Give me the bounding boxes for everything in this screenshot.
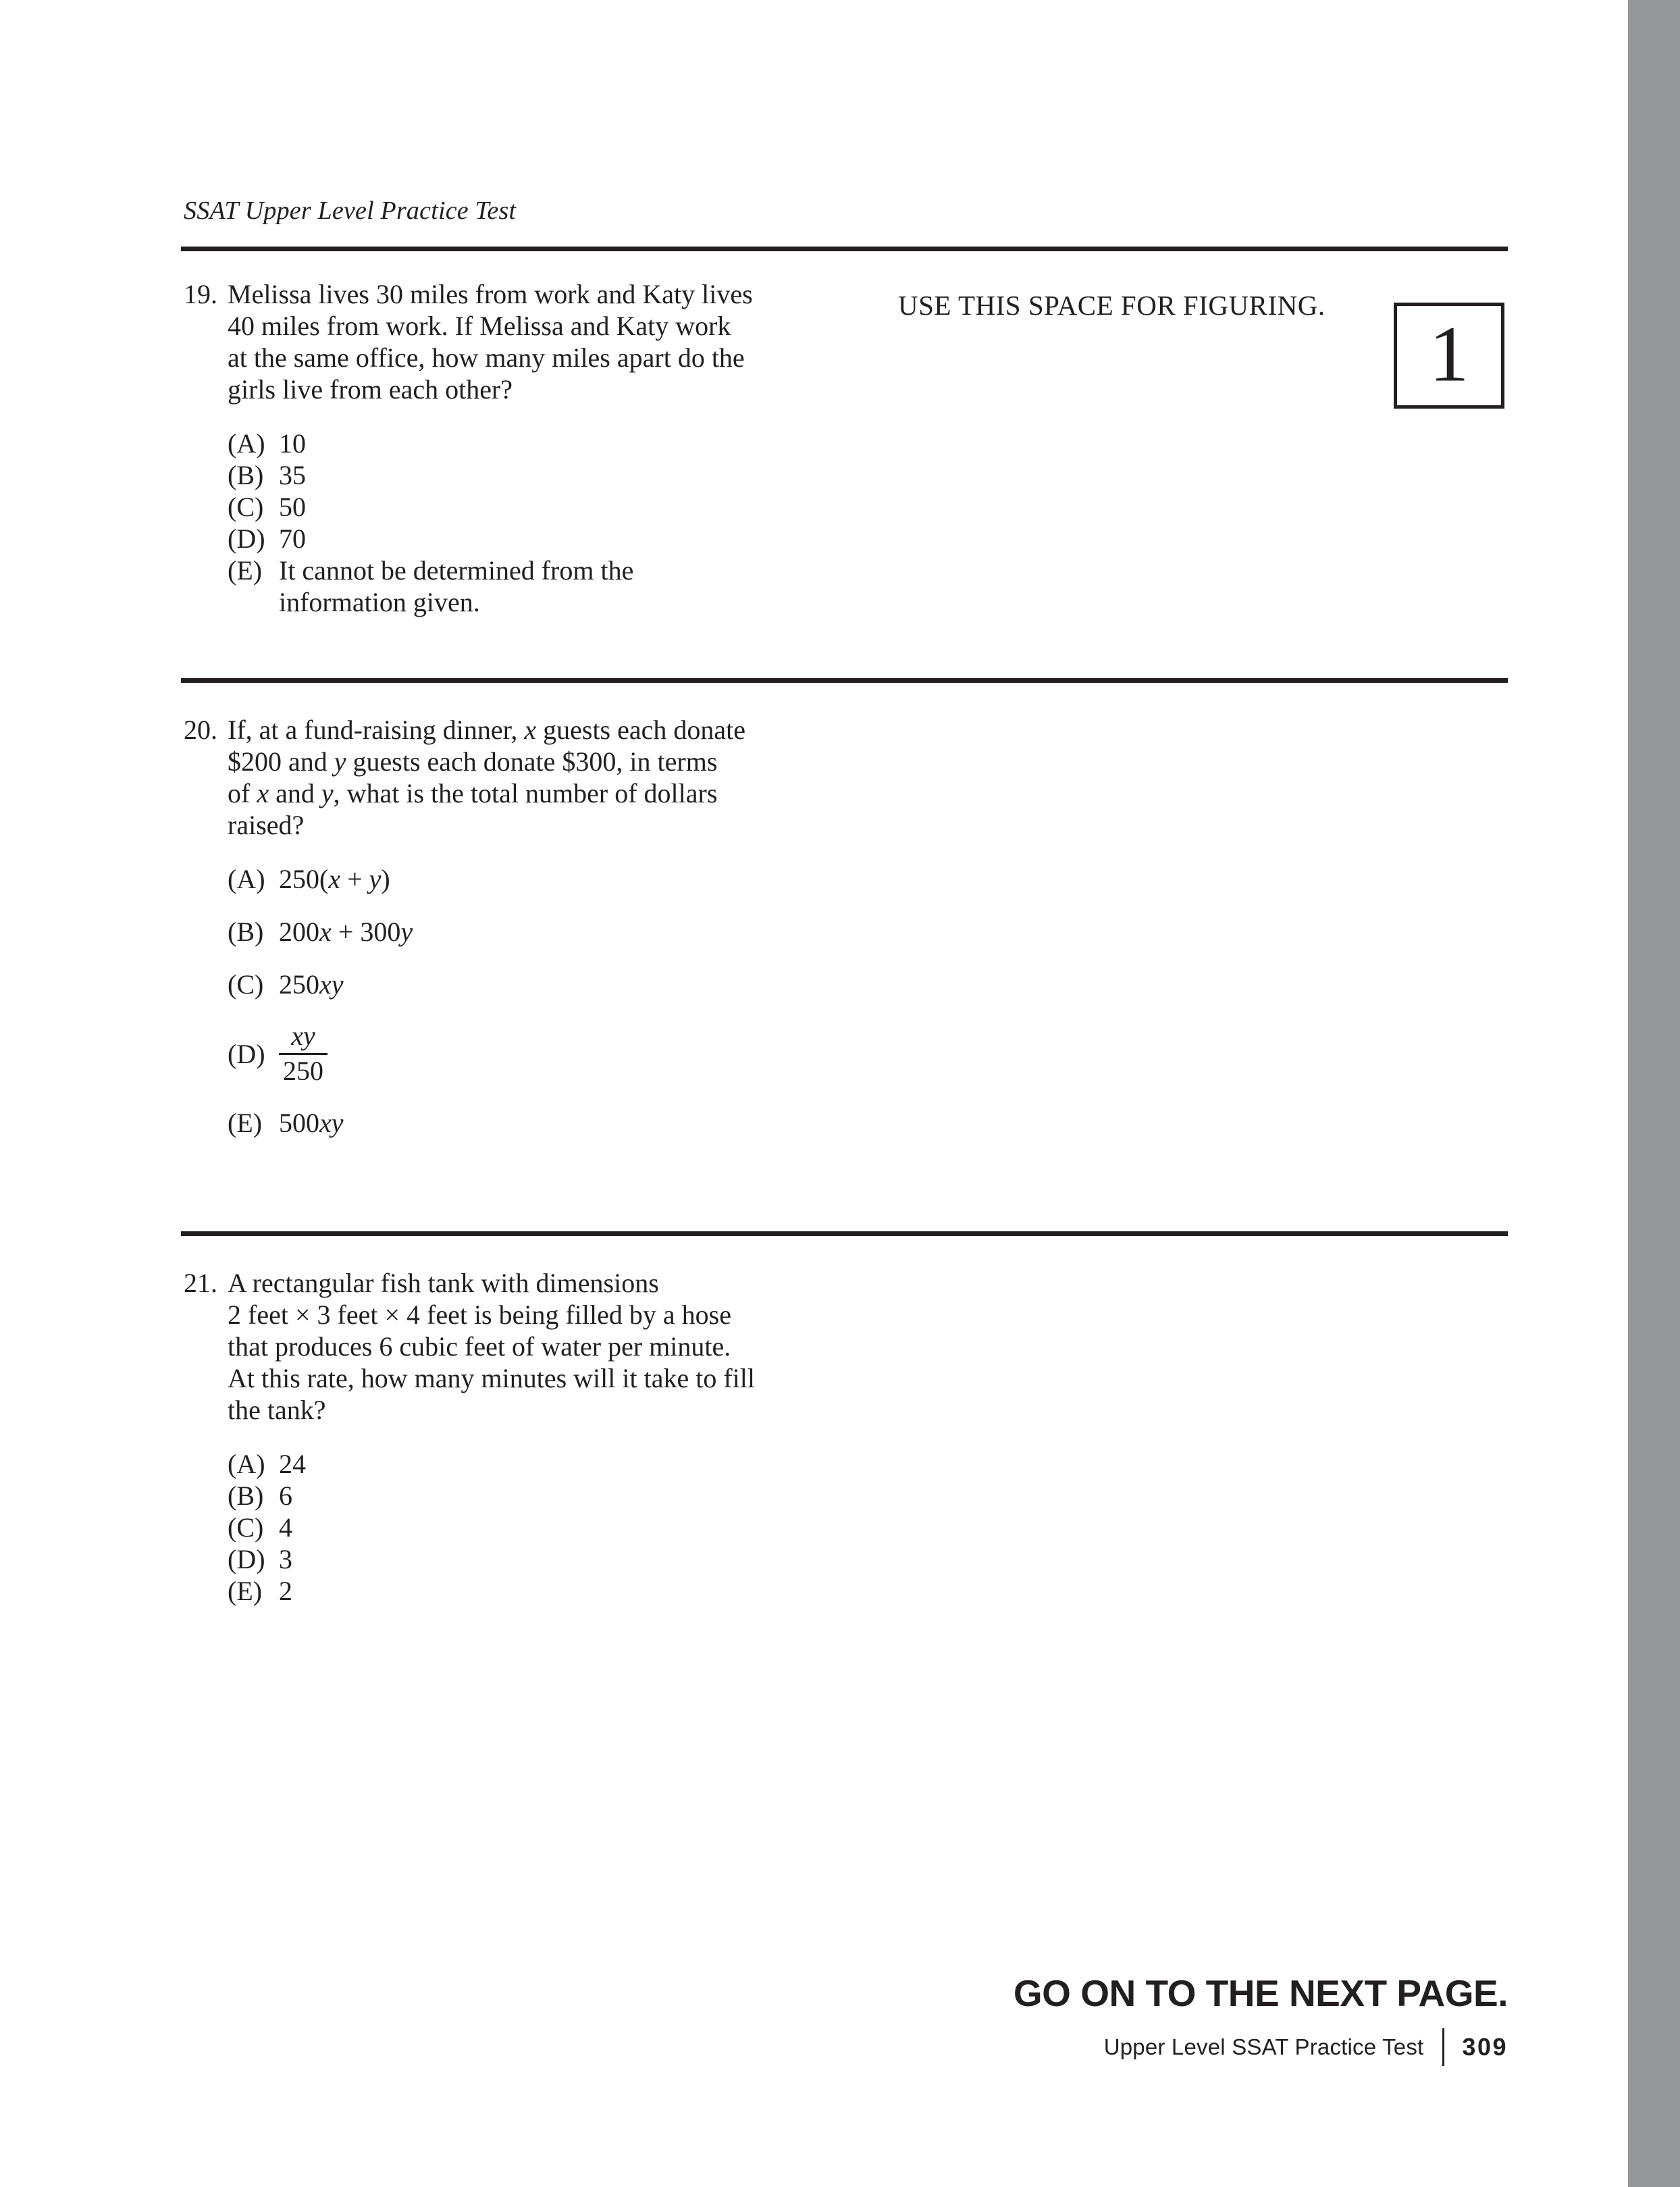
stem-line: At this rate, how many minutes will it take to fill <box>228 1363 755 1393</box>
question-21 <box>184 1267 791 1607</box>
answer-choice[interactable] <box>228 1021 791 1086</box>
answer-choice[interactable] <box>228 491 791 523</box>
fraction-bar <box>279 1053 327 1055</box>
answer-choice[interactable] <box>228 1448 791 1480</box>
section-divider-rule <box>181 678 1508 683</box>
footer-separator <box>1442 2028 1444 2066</box>
choice-value <box>279 1021 791 1086</box>
stem-line: that produces 6 cubic feet of water per minute. <box>228 1331 731 1362</box>
question-number: 21. <box>184 1268 217 1298</box>
answer-choice[interactable] <box>228 555 791 618</box>
question-stem <box>228 1267 791 1426</box>
question-number: 19. <box>184 279 217 309</box>
choice-label: (C) <box>228 969 264 1000</box>
question-stem-row <box>184 714 791 841</box>
answer-choice[interactable] <box>228 916 791 948</box>
stem-line: A rectangular fish tank with dimensions <box>228 1268 659 1298</box>
answer-choice[interactable] <box>228 1512 791 1543</box>
stem-line: raised? <box>228 810 305 840</box>
stem-line: Melissa lives 30 miles from work and Katy lives <box>228 279 753 309</box>
stem-line: the tank? <box>228 1395 326 1425</box>
answer-choice[interactable] <box>228 1480 791 1512</box>
stem-line: $200 and y guests each donate $300, in terms <box>228 746 718 777</box>
answer-choice[interactable] <box>228 523 791 555</box>
stem-line: of x and y, what is the total number of dollars <box>228 778 718 808</box>
choice-value: 200x + 300y <box>279 917 413 947</box>
go-on-notice: GO ON TO THE NEXT PAGE. <box>1013 1972 1508 2014</box>
answer-choice[interactable] <box>228 1543 791 1575</box>
choice-value: 35 <box>279 460 306 490</box>
choice-value-line: It cannot be determined from the <box>279 555 634 586</box>
choice-label: (E) <box>228 555 263 586</box>
choice-value: 6 <box>279 1481 292 1511</box>
choice-label: (D) <box>228 523 265 554</box>
stem-line: at the same office, how many miles apart do the <box>228 342 745 373</box>
choice-label: (A) <box>228 864 265 894</box>
figuring-space-label: USE THIS SPACE FOR FIGURING. <box>898 290 1325 321</box>
answer-choice[interactable] <box>228 969 791 1000</box>
answer-choice[interactable] <box>228 428 791 459</box>
choice-value: 24 <box>279 1449 306 1479</box>
gutter-band <box>1628 0 1680 2187</box>
answer-choices <box>228 428 791 618</box>
choice-value <box>279 555 791 618</box>
fraction <box>279 1021 327 1086</box>
choice-label: (B) <box>228 1481 264 1511</box>
section-number-box <box>1394 303 1504 409</box>
choice-value: 250xy <box>279 969 344 1000</box>
answer-choice[interactable] <box>228 863 791 895</box>
question-20 <box>184 714 791 1139</box>
stem-line: 40 miles from work. If Melissa and Katy work <box>228 311 731 341</box>
footer-book-label: Upper Level SSAT Practice Test <box>1103 2034 1424 2059</box>
stem-line: 2 feet × 3 feet × 4 feet is being filled by a hose <box>228 1300 731 1330</box>
stem-line: girls live from each other? <box>228 374 513 405</box>
question-stem <box>228 278 791 405</box>
choice-value: 3 <box>279 1544 292 1574</box>
fraction-denominator: 250 <box>283 1056 323 1086</box>
choice-value: 50 <box>279 492 306 522</box>
fraction-numerator: xy <box>291 1021 315 1051</box>
answer-choice[interactable] <box>228 1107 791 1139</box>
section-divider-rule <box>181 1231 1508 1236</box>
choice-label: (E) <box>228 1108 263 1138</box>
question-19 <box>184 278 791 618</box>
choice-label: (A) <box>228 428 265 459</box>
choice-label: (E) <box>228 1576 263 1606</box>
answer-choices <box>228 863 791 1139</box>
choice-value: 10 <box>279 428 306 459</box>
choice-label: (C) <box>228 1512 264 1543</box>
choice-label: (A) <box>228 1449 265 1479</box>
question-stem-row <box>184 1267 791 1426</box>
answer-choices <box>228 1448 791 1607</box>
choice-label: (B) <box>228 917 264 947</box>
choice-label: (C) <box>228 492 264 522</box>
header-rule <box>181 247 1508 251</box>
choice-value: 2 <box>279 1576 292 1606</box>
page-footer <box>1104 2028 1508 2066</box>
section-number: 1 <box>1429 309 1469 398</box>
choice-value: 500xy <box>279 1108 344 1138</box>
answer-choice[interactable] <box>228 1575 791 1607</box>
choice-value: 250(x + y) <box>279 864 390 894</box>
page-number: 309 <box>1462 2033 1508 2061</box>
choice-value: 4 <box>279 1512 292 1543</box>
question-stem-row <box>184 278 791 405</box>
choice-label: (B) <box>228 460 264 490</box>
running-head: SSAT Upper Level Practice Test <box>184 197 517 225</box>
question-stem <box>228 714 791 841</box>
answer-choice[interactable] <box>228 459 791 491</box>
choice-value-continuation: information given. <box>279 587 480 617</box>
choice-value: 70 <box>279 523 306 554</box>
choice-label: (D) <box>228 1038 265 1069</box>
choice-label: (D) <box>228 1544 265 1574</box>
stem-line: If, at a fund-raising dinner, x guests each donate <box>228 715 746 745</box>
question-number: 20. <box>184 715 217 745</box>
